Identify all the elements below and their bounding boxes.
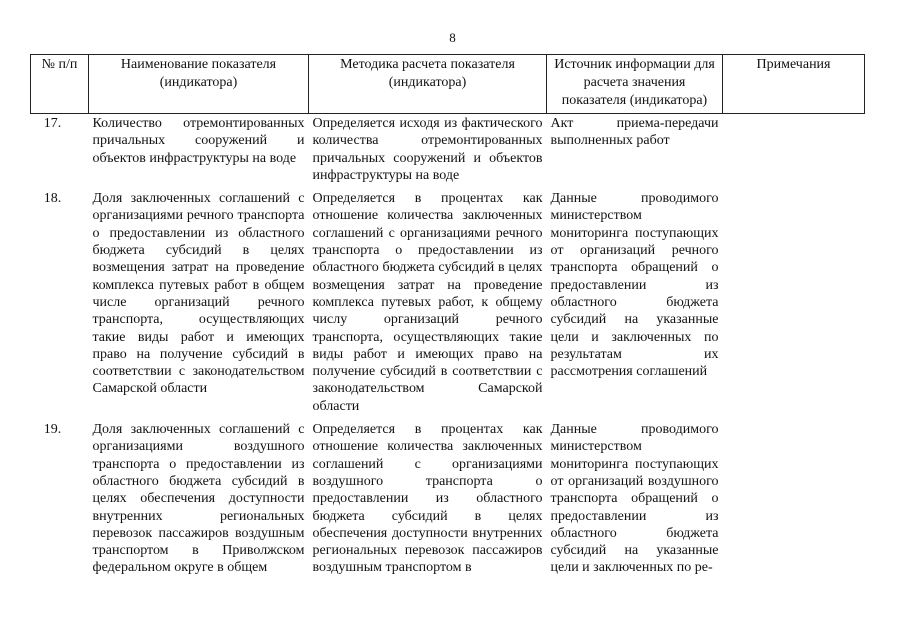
indicators-table xyxy=(30,54,865,581)
information-source: Данные проводимого министерством мониторинга поступающих от организаций воздушного транспорта обращений о предоставлении из областного бюджета субсидий на указанные цели и заключенных по ре- xyxy=(550,422,719,576)
table-row xyxy=(31,114,865,189)
calculation-method: Определяется в процентах как отношение количества заключенных соглашений с организациями воздушного транспорта о предоставлении из областного бюджета субсидий в целях обеспечения доступности внутренних региональных перевозок пассажиров воздушным транспортом в xyxy=(312,422,543,576)
header-notes: Примечания xyxy=(723,55,865,114)
calculation-method: Определяется в процентах как отношение количества заключенных соглашений с организациями речного транспорта о предоставлении из областного бюджета субсидий в целях возмещения затрат на проведение комплекса путевых работ, к общему числу организаций речного транспорта, осуществляющих такие виды работ и имеющих право на получение субсидий в соответствии с законодательством Самарской области xyxy=(312,191,543,414)
information-source: Акт приема-передачи выполненных работ xyxy=(550,116,719,149)
information-source: Данные проводимого министерством мониторинга поступающих от организаций речного транспорта обращений о предоставлении из областного бюджета субсидий на указанные цели и заключенных по результатам их рассмотрения соглашений xyxy=(550,191,719,380)
indicator-name: Количество отремонтированных причальных сооружений и объектов инфраструктуры на воде xyxy=(92,116,305,166)
table-row xyxy=(31,188,865,419)
header-number: № п/п xyxy=(31,55,89,114)
calculation-method: Определяется исходя из фактического количества отремонтированных причальных сооружений и объектов инфраструктуры на воде xyxy=(312,116,543,183)
row-number: 19. xyxy=(43,422,62,438)
header-calculation-method: Методика расчета показателя (индикатора) xyxy=(309,55,547,114)
notes xyxy=(723,114,865,189)
notes xyxy=(723,188,865,419)
row-number: 18. xyxy=(43,191,62,207)
row-number: 17. xyxy=(43,116,62,131)
header-indicator-name: Наименование показателя (индикатора) xyxy=(89,55,309,114)
indicator-name: Доля заключенных соглашений с организациями воздушного транспорта о предоставлении из областного бюджета субсидий в целях обеспечения доступности внутренних региональных перевозок пассажиров воздушным транспортом в Приволжском федеральном округе в общем xyxy=(92,422,305,576)
header-information-source: Источник информации для расчета значения показателя (индикатора) xyxy=(547,55,723,114)
table-row xyxy=(31,419,865,581)
notes xyxy=(723,419,865,581)
table-header-row xyxy=(31,55,865,114)
indicator-name: Доля заключенных соглашений с организациями речного транспорта о предоставлении из областного бюджета субсидий в целях возмещения затрат на проведение комплекса путевых работ в общем числе организаций речного транспорта, осуществляющих такие виды работ и имеющих право на получение субсидий в соответствии с законодательством Самарской области xyxy=(92,191,305,397)
page-number: 8 xyxy=(449,30,456,45)
